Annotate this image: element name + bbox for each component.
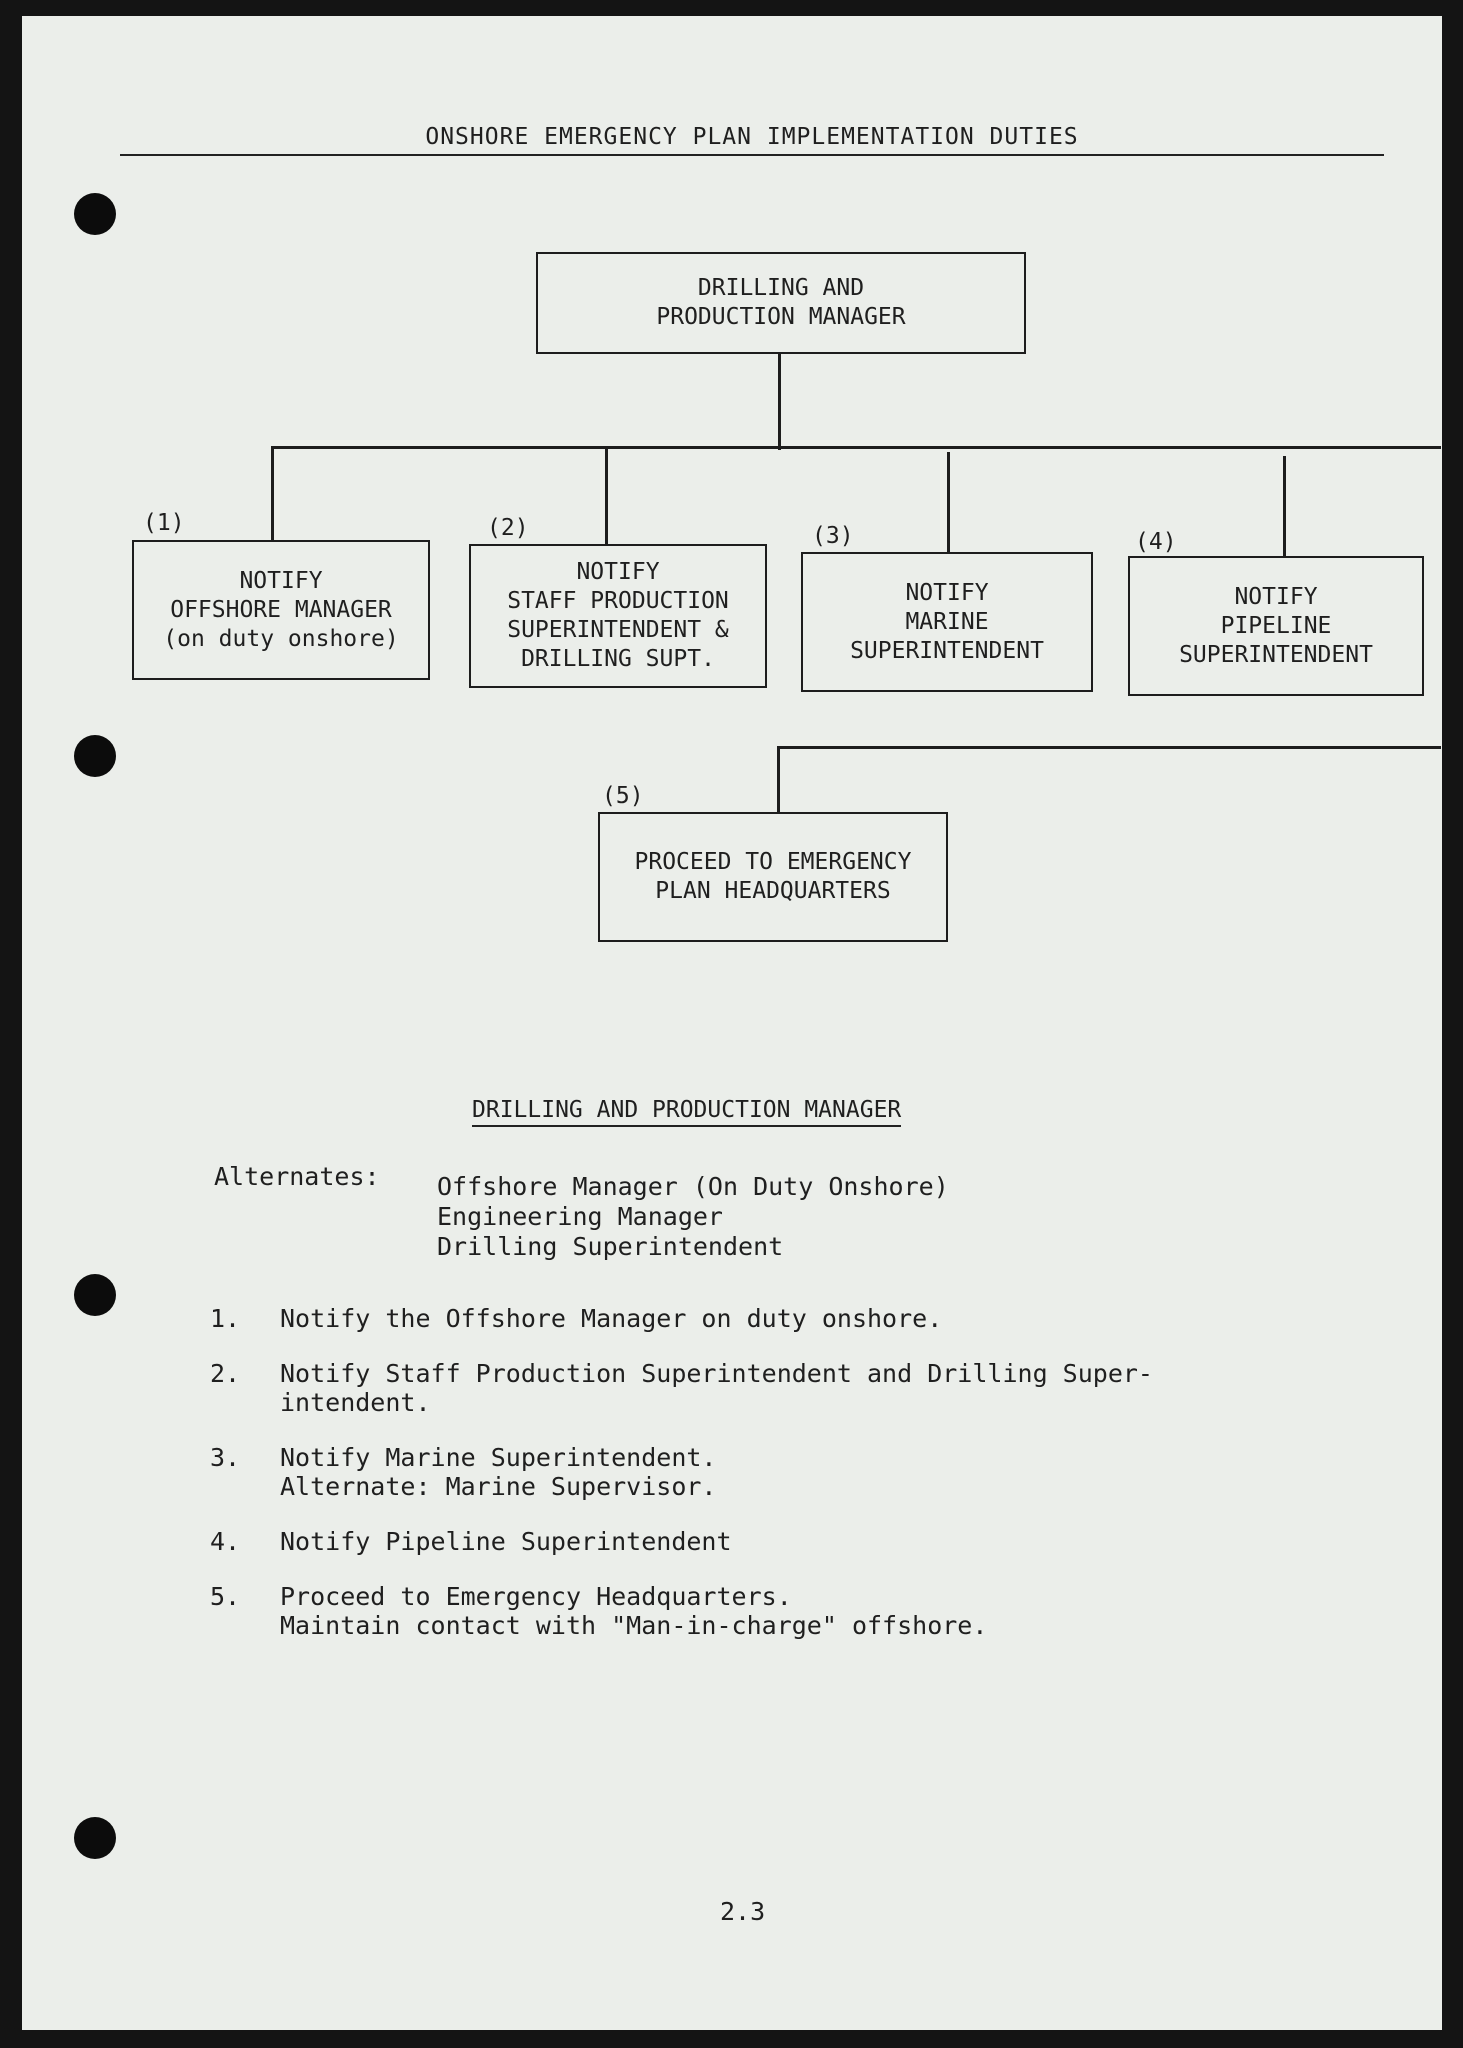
connector-horizontal-lower: [777, 746, 1441, 749]
box-line: DRILLING AND: [697, 275, 865, 301]
page-number: 2.3: [720, 1897, 766, 1926]
connector-to-box-5: [777, 746, 780, 814]
punch-hole: [74, 735, 116, 777]
box-line: PRODUCTION MANAGER: [656, 304, 906, 330]
alternates-label: Alternates:: [214, 1162, 380, 1191]
step-text: Notify Pipeline Superintendent: [280, 1527, 732, 1556]
box-notify-staff-production: [469, 544, 767, 688]
connector-to-box-3: [947, 452, 950, 554]
alternate-item: Engineering Manager: [437, 1202, 723, 1231]
list-item: [210, 1359, 1153, 1417]
connector-to-box-2: [605, 446, 608, 544]
box-number: (5): [602, 783, 644, 809]
connector-root-down: [778, 352, 781, 450]
punch-hole: [74, 1817, 116, 1859]
box-line: NOTIFY: [239, 567, 323, 594]
box-number: (1): [143, 510, 185, 536]
alternate-item: Drilling Superintendent: [437, 1232, 784, 1261]
box-line: NOTIFY: [1234, 583, 1318, 610]
box-number: (3): [812, 523, 854, 549]
box-notify-offshore-manager: [132, 540, 430, 680]
step-text: Alternate: Marine Supervisor.: [280, 1472, 717, 1501]
punch-hole: [74, 193, 116, 235]
alternate-item: Offshore Manager (On Duty Onshore): [437, 1172, 949, 1201]
box-line: (on duty onshore): [163, 625, 399, 652]
step-text: Notify Marine Superintendent.: [280, 1443, 717, 1472]
alternates-list: [437, 1172, 949, 1262]
root-box-drilling-production-manager: [536, 252, 1026, 354]
box-line: NOTIFY: [905, 579, 989, 606]
connector-to-box-1: [271, 446, 274, 540]
box-line: SUPERINTENDENT &: [507, 617, 729, 643]
box-line: PROCEED TO EMERGENCY: [634, 849, 912, 875]
box-line: MARINE: [905, 608, 989, 635]
list-item: [210, 1304, 1153, 1333]
step-text: intendent.: [280, 1388, 431, 1417]
box-line: PLAN HEADQUARTERS: [655, 878, 891, 904]
box-line: DRILLING SUPT.: [521, 646, 715, 672]
step-text: Notify the Offshore Manager on duty onshore.: [280, 1304, 943, 1333]
box-line: OFFSHORE MANAGER: [170, 596, 392, 623]
step-number: 2.: [210, 1359, 241, 1388]
page-header: ONSHORE EMERGENCY PLAN IMPLEMENTATION DUTIES: [120, 124, 1384, 156]
step-text: Notify Staff Production Superintendent and Drilling Super-: [280, 1359, 1153, 1388]
box-notify-marine-superintendent: [801, 552, 1093, 692]
connector-to-box-4: [1283, 456, 1286, 558]
step-number: 3.: [210, 1443, 241, 1472]
list-item: [210, 1527, 1153, 1556]
box-line: SUPERINTENDENT: [1179, 641, 1373, 668]
box-notify-pipeline-superintendent: [1128, 556, 1424, 696]
section-title: DRILLING AND PRODUCTION MANAGER: [472, 1097, 901, 1127]
step-number: 4.: [210, 1527, 241, 1556]
box-number: (4): [1135, 529, 1177, 555]
box-number: (2): [487, 515, 529, 541]
box-line: PIPELINE: [1220, 612, 1332, 639]
list-item: [210, 1443, 1153, 1501]
step-number: 1.: [210, 1304, 241, 1333]
box-line: SUPERINTENDENT: [850, 637, 1044, 664]
box-line: STAFF PRODUCTION: [507, 588, 729, 614]
box-line: NOTIFY: [576, 559, 660, 585]
list-item: [210, 1582, 1153, 1640]
step-text: Maintain contact with "Man-in-charge" offshore.: [280, 1611, 988, 1640]
box-proceed-to-headquarters: [598, 812, 948, 942]
punch-hole: [74, 1274, 116, 1316]
connector-horizontal-top: [271, 446, 1441, 449]
duty-steps-list: [210, 1304, 1153, 1666]
step-number: 5.: [210, 1582, 241, 1611]
step-text: Proceed to Emergency Headquarters.: [280, 1582, 792, 1611]
